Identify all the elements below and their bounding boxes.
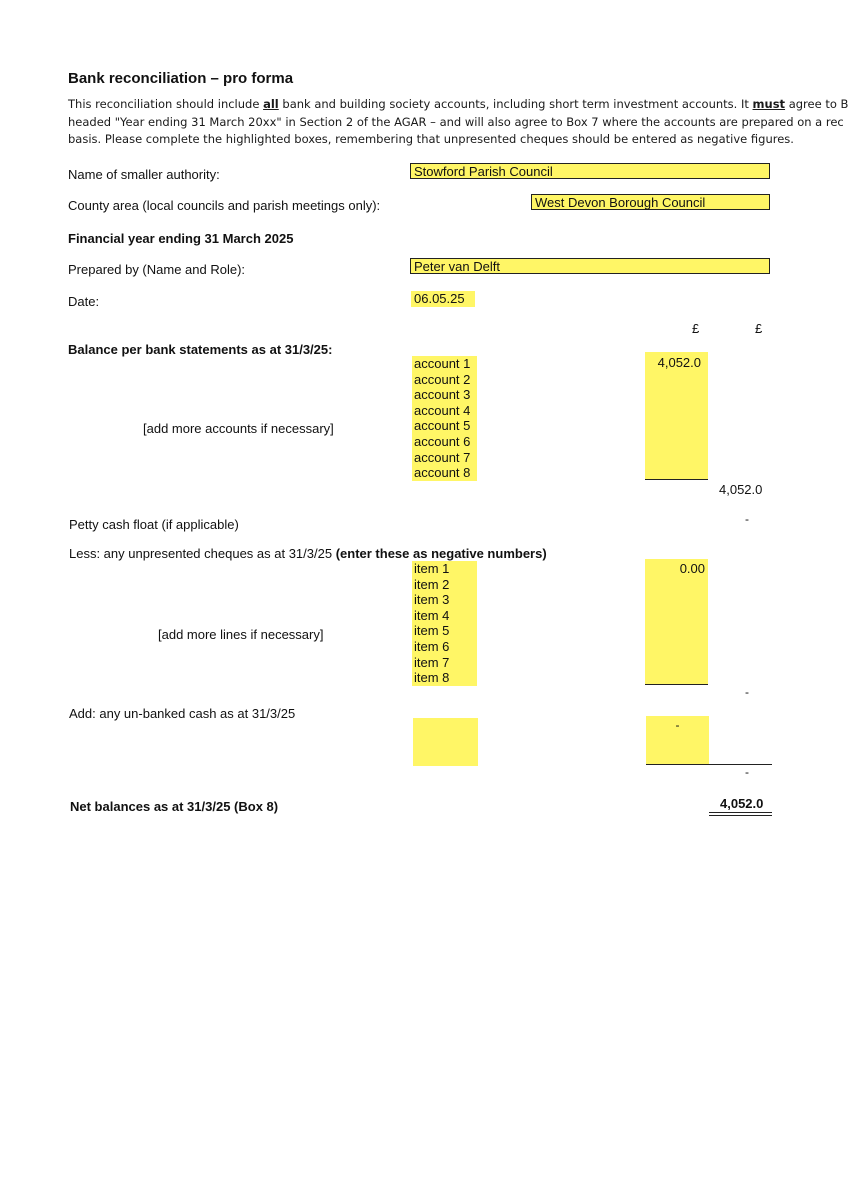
item-label: item 4 xyxy=(414,607,450,623)
currency-col-2: £ xyxy=(755,321,763,336)
double-underline-top xyxy=(709,812,772,813)
account-label: account 6 xyxy=(414,433,471,449)
unbanked-label: Add: any un-banked cash as at 31/3/25 xyxy=(69,706,296,721)
county-field[interactable]: West Devon Borough Council xyxy=(531,194,770,210)
account-1-amount: 4,052.0 xyxy=(657,355,701,370)
accounts-list xyxy=(412,356,477,481)
double-underline-bottom xyxy=(709,815,772,816)
financial-year-heading: Financial year ending 31 March 2025 xyxy=(68,231,294,246)
account-label: account 7 xyxy=(414,449,471,465)
item-label: item 7 xyxy=(414,654,450,670)
item-label: item 5 xyxy=(414,623,450,639)
petty-cash-label: Petty cash float (if applicable) xyxy=(69,517,239,532)
cheques-heading xyxy=(69,546,547,561)
intro-emphasis-all: all xyxy=(263,97,279,111)
intro-line-3: basis. Please complete the highlighted boxes, remembering that unpresented cheques should be entered as negative figures. xyxy=(68,132,794,146)
items-amount-box[interactable] xyxy=(645,559,708,684)
item-label: item 2 xyxy=(414,576,450,592)
intro-text: This reconciliation should include xyxy=(68,97,264,111)
item-1-amount: 0.00 xyxy=(679,561,705,576)
item-label: item 6 xyxy=(414,638,450,654)
item-label: item 1 xyxy=(414,561,450,576)
account-label: account 4 xyxy=(414,402,471,418)
cheques-heading-text: Less: any unpresented cheques as at 31/3/25 xyxy=(69,546,336,561)
authority-field[interactable]: Stowford Parish Council xyxy=(410,163,770,179)
divider xyxy=(645,479,708,480)
prepared-by-field[interactable]: Peter van Delft xyxy=(410,258,770,274)
account-label: account 3 xyxy=(414,387,471,403)
intro-text: agree to B xyxy=(785,97,848,111)
account-label: account 2 xyxy=(414,371,471,387)
unbanked-description-box[interactable] xyxy=(413,718,478,766)
item-label: item 3 xyxy=(414,592,450,608)
intro-emphasis-must: must xyxy=(752,97,786,111)
petty-cash-value: - xyxy=(745,512,749,526)
divider xyxy=(645,684,708,685)
unbanked-amount-box[interactable] xyxy=(646,716,709,764)
date-label: Date: xyxy=(68,294,100,309)
cheques-heading-note: (enter these as negative numbers) xyxy=(335,546,547,561)
cheques-note: [add more lines if necessary] xyxy=(158,627,324,642)
bank-heading: Balance per bank statements as at 31/3/25: xyxy=(68,342,333,357)
item-label: item 8 xyxy=(414,670,450,686)
currency-col-1: £ xyxy=(692,321,700,336)
unbanked-subtotal: - xyxy=(745,765,749,779)
page-title: Bank reconciliation – pro forma xyxy=(68,70,294,87)
items-list xyxy=(412,561,477,686)
unbanked-amount: - xyxy=(675,718,680,732)
intro-line-1 xyxy=(68,97,848,111)
net-balance-value: 4,052.0 xyxy=(720,796,764,811)
bank-note: [add more accounts if necessary] xyxy=(143,421,334,436)
intro-line-2: headed "Year ending 31 March 20xx" in Section 2 of the AGAR – and will also agree to Box 7 where the accounts are prepared on a rec xyxy=(68,115,844,129)
authority-label: Name of smaller authority: xyxy=(68,167,220,182)
prepared-by-label: Prepared by (Name and Role): xyxy=(68,262,246,277)
cheques-subtotal: - xyxy=(745,685,749,699)
account-label: account 5 xyxy=(414,418,471,434)
intro-text: bank and building society accounts, including short term investment accounts. It xyxy=(278,97,753,111)
net-balance-label: Net balances as at 31/3/25 (Box 8) xyxy=(70,799,279,814)
date-field[interactable]: 06.05.25 xyxy=(411,291,475,307)
bank-subtotal: 4,052.0 xyxy=(719,482,763,497)
accounts-amount-box[interactable] xyxy=(645,352,708,479)
divider xyxy=(646,764,772,765)
account-label: account 1 xyxy=(414,356,471,371)
account-label: account 8 xyxy=(414,465,471,481)
county-label: County area (local councils and parish meetings only): xyxy=(68,198,381,213)
